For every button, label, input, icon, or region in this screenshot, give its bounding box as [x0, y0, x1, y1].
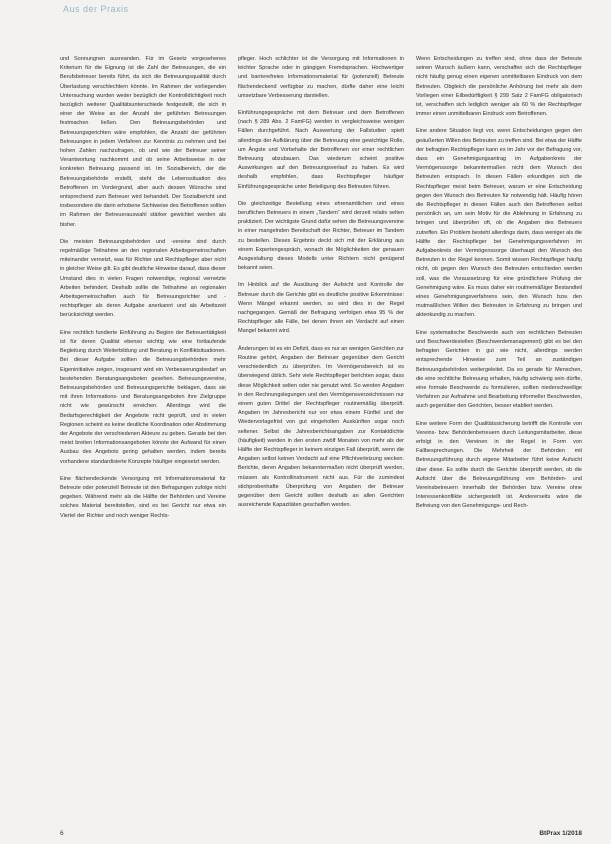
- page-footer: [60, 830, 582, 837]
- paragraph: Eine flächendeckende Versorgung mit Informationsmaterial für Betreute oder potenziell Betreute ist den Befragungen zufolge nicht gegeben. Während mehr als die Hälfte der Behörden und Vereine solches Material bereitstellen, sind es bei Gericht nur etwa ein Viertel der Richter und noch weniger Rechts-: [60, 475, 226, 519]
- paragraph: Eine weitere Form der Qualitätssicherung betrifft die Kontrolle von Vereins- bzw. Behördenbetreuern durch Leitungsmitarbeiter, diese erfolgt in den Vereinen in der Regel in Form von Fallbesprechungen. Die Mehrheit der Behörden mit Betreuungsführung durch eigene Mitarbeiter führt keine Aufsicht über diese. Es sollte durch die Gerichte überprüft werden, ob die Aufsicht über die Betreuungsführung von Behörden- und Vereinsbetreuern innerhalb der Behörden bzw. Vereine ohne Interessenkonflikte sichergestellt ist. Andererseits wäre die Befreiung von den Genehmigungs- und Rech-: [416, 420, 582, 510]
- paragraph: pfleger. Hoch schlichter ist die Versorgung mit Informationen in leichter Sprache oder in gängigen Fremdsprachen. Hochwertiger und barrierefreies Informationsmaterial für (potenziell) Betreute flächendeckend verfügbar zu machen, dürfte daher eine leicht umsetzbare Verbesserung darstellen.: [238, 56, 404, 99]
- column-3: [416, 55, 582, 810]
- paragraph: Die gleichzeitige Bestellung eines ehrenamtlichen und eines beruflichen Betreuers in einem „Tandem“ wird derzeit relativ selten praktiziert. Der wichtigste Grund dafür sehen die Betreuungsvereine in einer mangelnden Bereitschaft der Richter, Betreuer im Tandem zu bestellen. Dieses Ergebnis deckt sich mit der Erklärung aus einem Expertengespräch, wonach die Möglichkeiten der genauen Ausgestaltung dieses Modells unter Richtern nicht genügend bekannt seien.: [238, 200, 404, 272]
- paragraph: Die meisten Betreuungsbehörden und -vereine sind durch regelmäßige Teilnahme an den regionalen Arbeitsgemeinschaften miteinander vernetzt, was für Richter und Rechtspfleger aber nicht in gleicher Weise gilt. Es gibt deutliche Hinweise darauf, dass dieser Umstand dies in vielen Fragen notwendige, regional vernetzte Arbeiten behindert. Deshalb sollte die Teilnahme an regionalen Arbeitsgemeinschaften auch für Betreuungsrichter und -rechtspfleger als deren Aufgabe anerkannt und als Arbeitszeit berücksichtigt werden.: [60, 238, 226, 319]
- article-body: [60, 55, 582, 810]
- paragraph: und Sonnungnen ausreanden. Für im Gesetz vorgesehenes Kriterium für die Eignung ist die Zahl der Betreuungen, die ein Berufsbetreuer bereits führt, da sich die Betreuungsqualität durch Überlastung verschlechtern könnte. Im Rahmen der vorliegenden Untersuchung wurden weder bezüglich der Kontrolldichtigkeit noch bezüglich weiterer Qualitätsunterschiede festgestellt, die sich in einer der Weise an der Anzahl der geführten Betreuungen festmachen ließen. Den Betreuungsbehörden und Betreuungsgerichten wäre empfohlen, die Anzahl der geführten Betreuungen in jedem Verfahren zur Kenntnis zu nehmen und bei hohen Zahlen nachzufragen, ob und wie der Betreuer seiner Verantwortung nachkommt und ob seine Arbeitsweise in der konkreten Betreuung passend ist. Im Sozialbereich, der die Betreuungsbehörde erstellt, steht die Lebenssituation des Betroffenen im Vordergrund, aber auch dessen Wünsche sind entsprechend zum Betreuer wird behandelt. Der Sozialbericht und insbesondere die darin erhobene Sichtweise des Betroffenen sollten im Rahmen der Betreuerauswahl stärker gewichtet werden als bisher.: [60, 56, 226, 228]
- section-header: Aus der Praxis: [63, 4, 129, 14]
- paragraph: Änderungen ist es ein Defizit, dass es nur an wenigen Gerichten zur Routine gehört, Angaben der Betreuer gegenüber dem Gericht verschiedentlich zu überprüfen. Im Vermögensbereich ist es überwiegend üblich. Sehr viele Rechtspfleger berichten sogar, dass diese Möglichkeit selten oder nie genutzt wird. So werden Angaben in den Rechnungslegungen und den Vermögensverzeichnissen nur einem guten Drittel der Rechtspfleger routinemäßig überprüft. Angaben im Jahresbericht nur vor etwa einem Fünftel und der Wiedervorlagefrist von gut eingeholten Auskünften sogar noch seltener. Selbst die Jahresberichtsangaben zur Kontaktdichte (häufigkeit) werden in den ersten zwölf Monaten von mehr als der Hälfte der Rechtspfleger in keinem einzigen Fall überprüft, wenn die Angaben selbst keinen Verdacht auf eine Pflichtverletzung wecken. Berichte, deren Angaben bekanntermaßen nicht überprüft werden, müssen als Kontrollinstrument nicht aus. Für die zumindest stichprobenhafte Überprüfung von Angaben der Betreuer gegenüber dem Gericht sollten deshalb an allen Gerichten ausreichende Kapazitäten geschaffen werden.: [238, 345, 404, 509]
- paragraph: Wenn Entscheidungen zu treffen sind, ohne dass der Betreute seinen Wunsch äußern kann, verschaffen sich die Rechtspfleger nicht häufig genug einen eigenen unmittelbaren Eindruck von dem Betreuten. Obgleich die persönliche Anhörung bei mehr als dem Vorliegen einer Eilbedürftigkeit § 299 Satz 2 FamFG obligatorisch ist, verschaffen sich lediglich weniger als 60 % der Rechtspfleger immer einen unmittelbaren Eindruck vom Betroffenen.: [416, 56, 582, 118]
- column-1: [60, 55, 226, 810]
- paragraph: Eine rechtlich fundierte Einführung zu Beginn der Betreuertätigkeit ist für deren Qualität ebenso wichtig wie eine fortlaufende Begleitung durch Weiterbildung und Beratung in Konfliktsituationen. Bei dieser Aufgabe sollten die Betreuungsbehörden mehr Eigeninitiative zeigen, insgesamt wird ein Verbesserungsbedarf an bestehenden Beratungsangeboten gesehen. Betreuungsvereine, Betreuungsbehörden und Betreuungsgerichte beklagen, dass sie mit ihren Informations- und Beratungsangeboten ihre Zielgruppe nicht wie gewünscht erreichen. Allerdings wird die Bedarfsgerechtigkeit der Angebote nicht geprüft, und in vielen Regionen scheint es keine deutliche Koordination oder Abstimmung der Angebote der verschiedenen Akteure zu geben. Gerade bei den meist breiten Informationsangeboten könnte der Aufwand für einen Ausbau des Angebots gering gehalten werden, indem bereits vorhandene standardisierte Konzepte häufiger eingesetzt werden.: [60, 329, 226, 465]
- paragraph: Einführungsgespräche mit dem Betreuer und dem Betroffenen (nach § 289 Abs. 2 FamFG) werden in vergleichsweise wenigen Fällen durchgeführt. Nach Auswertung der Fallstudien spielt allerdings der Aufklärung über die Betreuung eine gewichtige Rolle, um Ängste und Vorbehalte der Betroffenen vor einer rechtlichen Betreuung abzubauen. Das wiederum scheint positive Auswirkungen auf den Betreuungsverlauf zu haben. Es wird deshalb empfohlen, dass Rechtspfleger häufiger Einführungsgespräche unter Beteiligung des Betreuten führen.: [238, 110, 404, 190]
- column-2: [238, 55, 404, 810]
- paragraph: Eine andere Situation liegt vor, wenn Entscheidungen gegen den geäußerten Willen des Betreuten zu treffen sind. Bei etwa der Hälfte der befragten Rechtspfleger kann es im Jahr vor der Befragung vor, dass ein Genehmigungsantrag im Aufgabenkreis der Vermögenssorge bekanntermaßen nicht dem Wunsch des Betreuten entsprach. In diesen Fällen erkundigen sich die Rechtspfleger meist beim Betreuer, warum er eine Entscheidung gegen den Wunsch des Betreuten für notwendig hält. Häufig hören die Rechtspfleger in diesen Fällen auch den Betroffenen selbst persönlich an, um sein Motiv für die Ablehnung in Erfahrung zu bringen und überprüfen oft, ob die Angaben des Betreuers zutreffen. Ein Problem besteht allerdings darin, dass weniger als die Hälfte der Rechtspfleger bei Genehmigungsverfahren im Aufgabenkreis der Vermögenssorge überhaupt den Wunsch des Betreuten in der Regel kennen. Somit wissen Rechtspfleger häufig nicht, ob gegen den Wunsch des Betreuten entschieden werden soll, was die Voraussetzung für eine gründlichere Prüfung der Genehmigung wäre. Es muss daher ein routinemäßiger Bestandteil eines Genehmigungsverfahrens sein, den Wunsch bzw. den mutmaßlichen Willen des Betreuten in Erfahrung zu bringen und aktenkundig zu machen.: [416, 128, 582, 319]
- page-number: 6: [60, 830, 64, 837]
- paragraph: Im Hinblick auf die Ausübung der Aufsicht und Kontrolle der Betreuer durch die Gerichte gibt es deutliche positive Erkenntnisse: Wenn Mängel erkannt werden, so wird dies in der Regel nachgegangen. Gemäß der Befragung verfolgen etwa 95 % der Rechtspfleger alle Fälle, bei denen ihnen ein Verdacht auf einen Mangel bekannt wird.: [238, 282, 404, 335]
- publication-name: BtPrax 1/2018: [539, 830, 582, 837]
- paragraph: Eine systematische Beschwerde auch von rechtlichen Betreuten und Beschwerdestellen (Beschwerdemanagement) gibt es bei den befragten Gerichten in gut wie nicht, allerdings werden entsprechende Hinweise zum Teil an zuständigen Betreuungsbehörden weitergeleitet. Da es gerade für Menschen, die eine rechtliche Betreuung erhalten, häufig schwierig sein dürfte, eine formale Beschwerde zu formulieren, sollten niederschwellige Verfahren zur Aufnahme und Bearbeitung informeller Beschwerden, auch gegenüber den Gerichten, besser etabliert werden.: [416, 329, 582, 410]
